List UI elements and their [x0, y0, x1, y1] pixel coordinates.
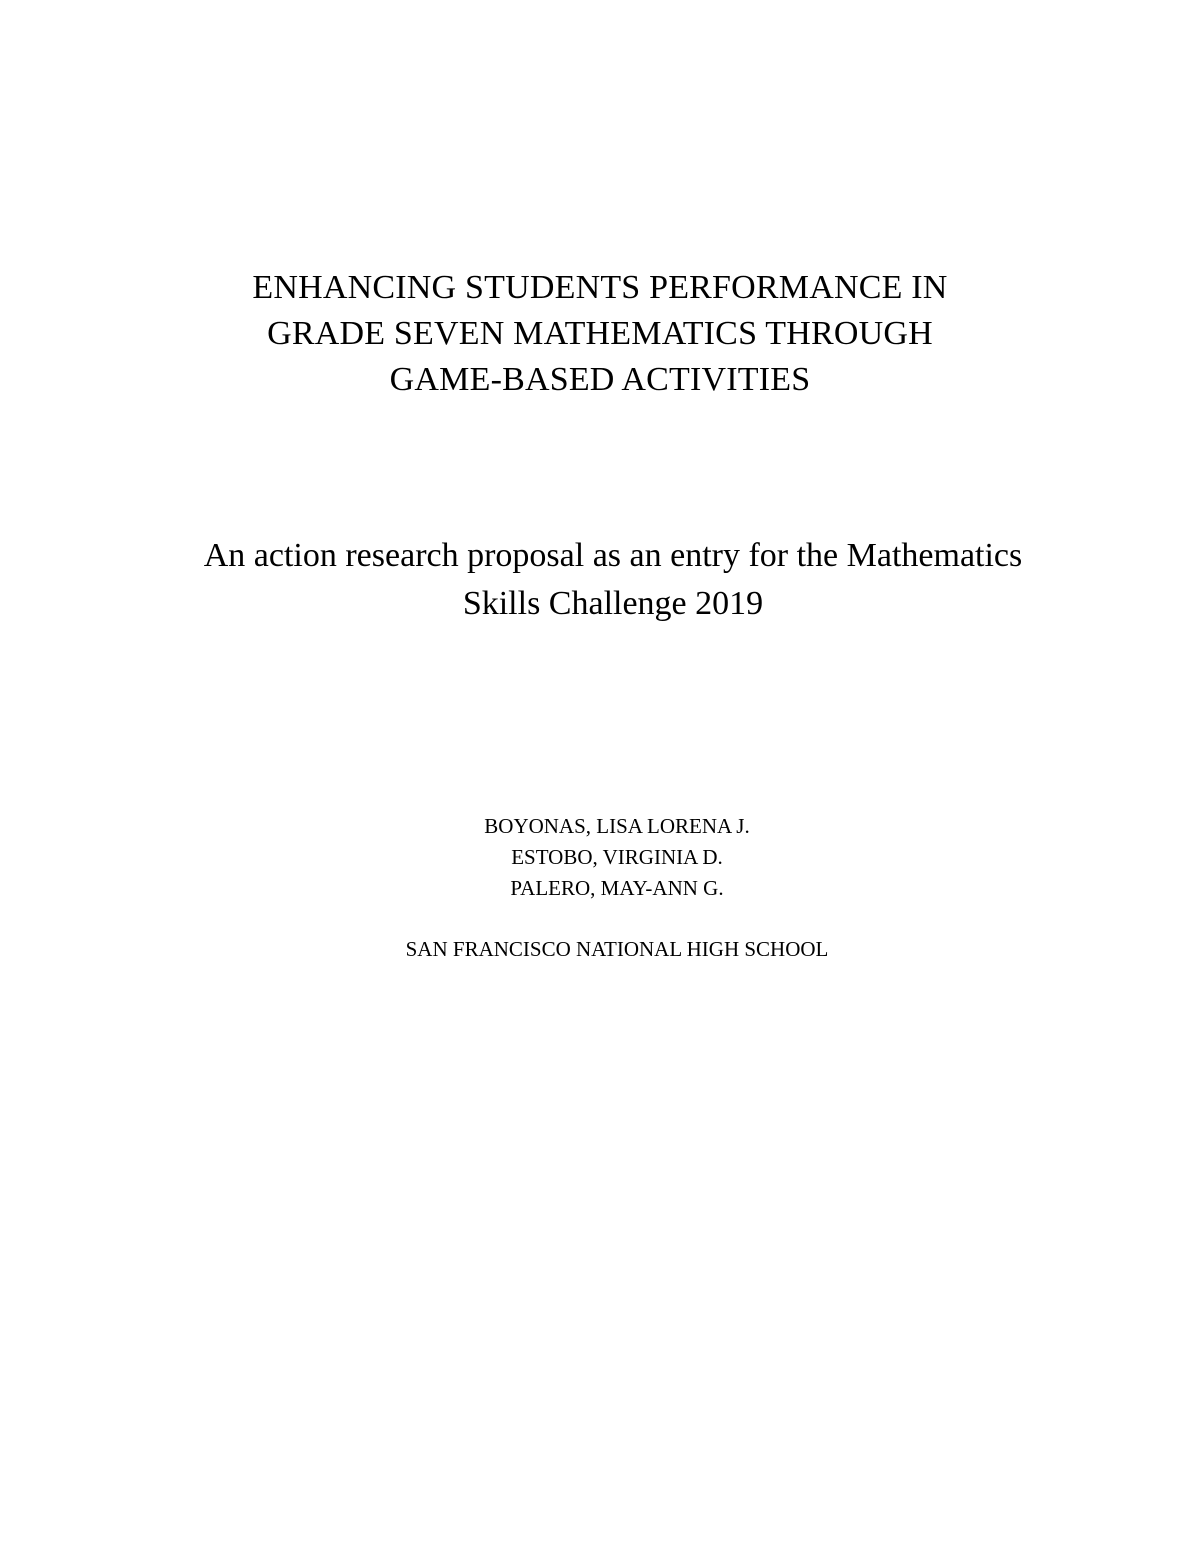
author-name: BOYONAS, LISA LORENA J.	[484, 814, 750, 838]
author-name: ESTOBO, VIRGINIA D.	[511, 845, 723, 869]
document-subtitle	[0, 532, 1200, 628]
subtitle-line-2: Skills Challenge 2019	[462, 585, 764, 622]
title-line-2: GRADE SEVEN MATHEMATICS THROUGH	[267, 315, 933, 352]
title-line-3: GAME-BASED ACTIVITIES	[389, 361, 811, 398]
document-title	[0, 265, 1200, 403]
author-list	[0, 811, 1200, 904]
school-name: SAN FRANCISCO NATIONAL HIGH SCHOOL	[405, 937, 829, 961]
title-line-1: ENHANCING STUDENTS PERFORMANCE IN	[252, 269, 948, 306]
subtitle-line-1: An action research proposal as an entry for the Mathematics	[203, 537, 1023, 574]
author-name: PALERO, MAY-ANN G.	[510, 876, 724, 900]
